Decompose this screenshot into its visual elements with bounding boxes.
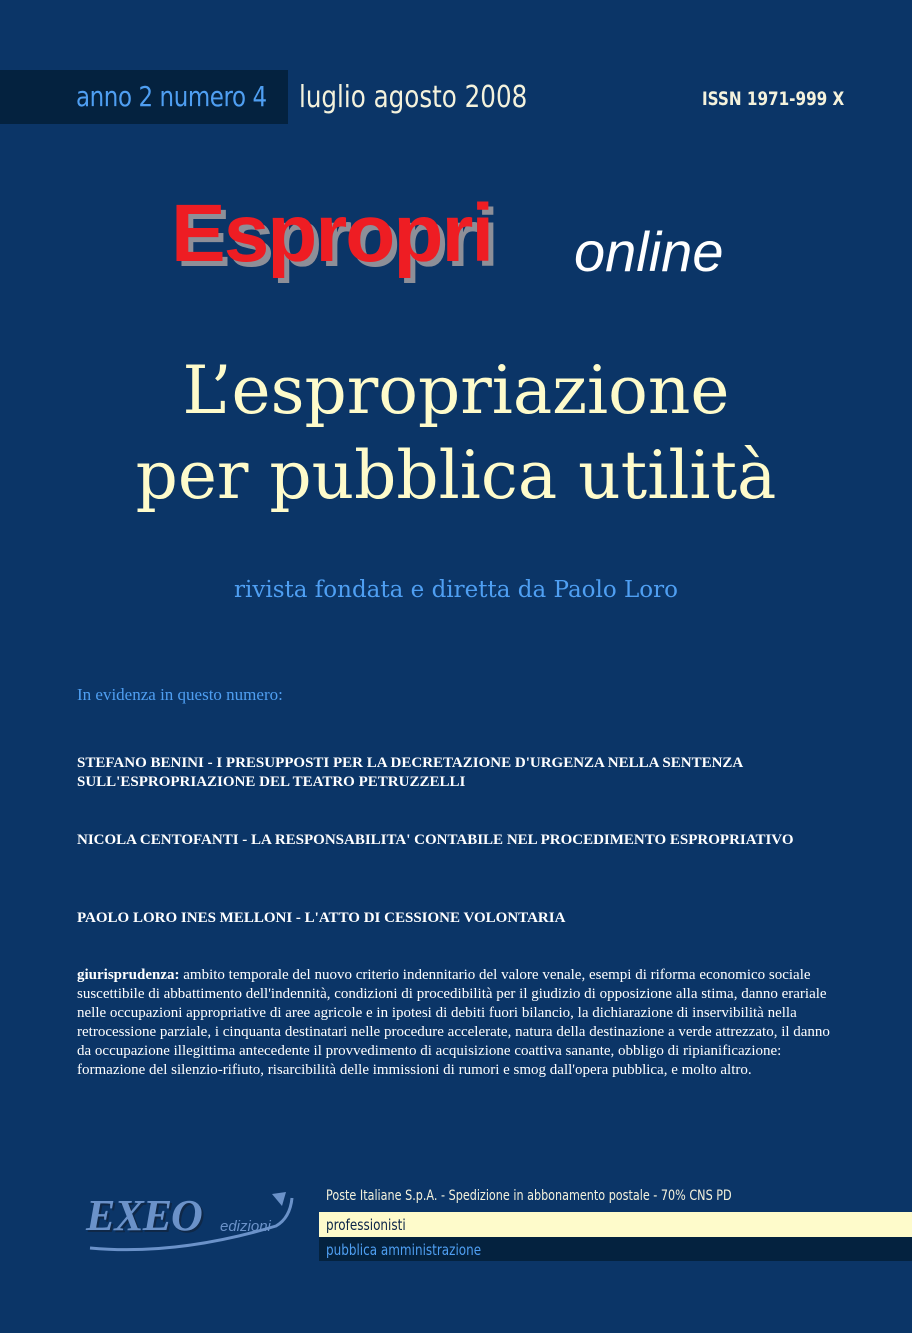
brand-name: Espropri [171, 188, 493, 279]
issue-number: anno 2 numero 4 [76, 80, 267, 113]
journal-title-line-2: per pubblica utilità [135, 437, 777, 514]
audience-public-administration: pubblica amministrazione [326, 1241, 482, 1259]
audience-band-light [319, 1212, 912, 1237]
postal-notice: Poste Italiane S.p.A. - Spedizione in abbonamento postale - 70% CNS PD [326, 1188, 732, 1204]
article-item: NICOLA CENTOFANTI - LA RESPONSABILITA' CONTABILE NEL PROCEDIMENTO ESPROPRIATIVO [77, 832, 794, 848]
journal-title-line-1: L’espropriazione [182, 352, 730, 429]
journal-subtitle: rivista fondata e diretta da Paolo Loro [234, 577, 678, 603]
audience-professionals: professionisti [326, 1216, 406, 1234]
jurisprudence-text: ambito temporale del nuovo criterio indennitario del valore venale, esempi di riforma economico sociale suscettibile di abbattimento dell'indennità, condizioni di procedibilità per il giudizio di opposizione alla stima, danno erariale nelle occupazioni appropriative di aree agricole e in ipotesi di debiti fuori bilancio, la dichiarazione di inservibilità nella retrocessione parziale, i cinquanta destinatari nelle procedure accelerate, natura della destinazione a verde attrezzato, il danno da occupazione illegittima antecedente il provvedimento di acquisizione coattiva sanante, obbligo di ripianificazione: formazione del silenzio-rifiuto, risarcibilità delle immissioni di rumori e smog dall'opera pubblica, e molto altro. [77, 967, 830, 1078]
article-item: PAOLO LORO INES MELLONI - L'ATTO DI CESSIONE VOLONTARIA [77, 910, 566, 926]
brand-suffix: online [574, 220, 724, 283]
logo-text: EXEO [86, 1191, 202, 1240]
issn-number: ISSN 1971-999 X [702, 88, 845, 110]
article-item: STEFANO BENINI - I PRESUPPOSTI PER LA DECRETAZIONE D'URGENZA NELLA SENTENZA SULL'ESPROPRIAZIONE DEL TEATRO PETRUZZELLI [77, 755, 743, 790]
issue-date: luglio agosto 2008 [299, 80, 528, 115]
logo-subtext: edizioni [220, 1218, 271, 1235]
jurisprudence-label: giurisprudenza: [77, 967, 180, 983]
publisher-logo [86, 1190, 296, 1254]
highlights-heading: In evidenza in questo numero: [77, 685, 283, 704]
jurisprudence-summary [77, 966, 847, 1080]
